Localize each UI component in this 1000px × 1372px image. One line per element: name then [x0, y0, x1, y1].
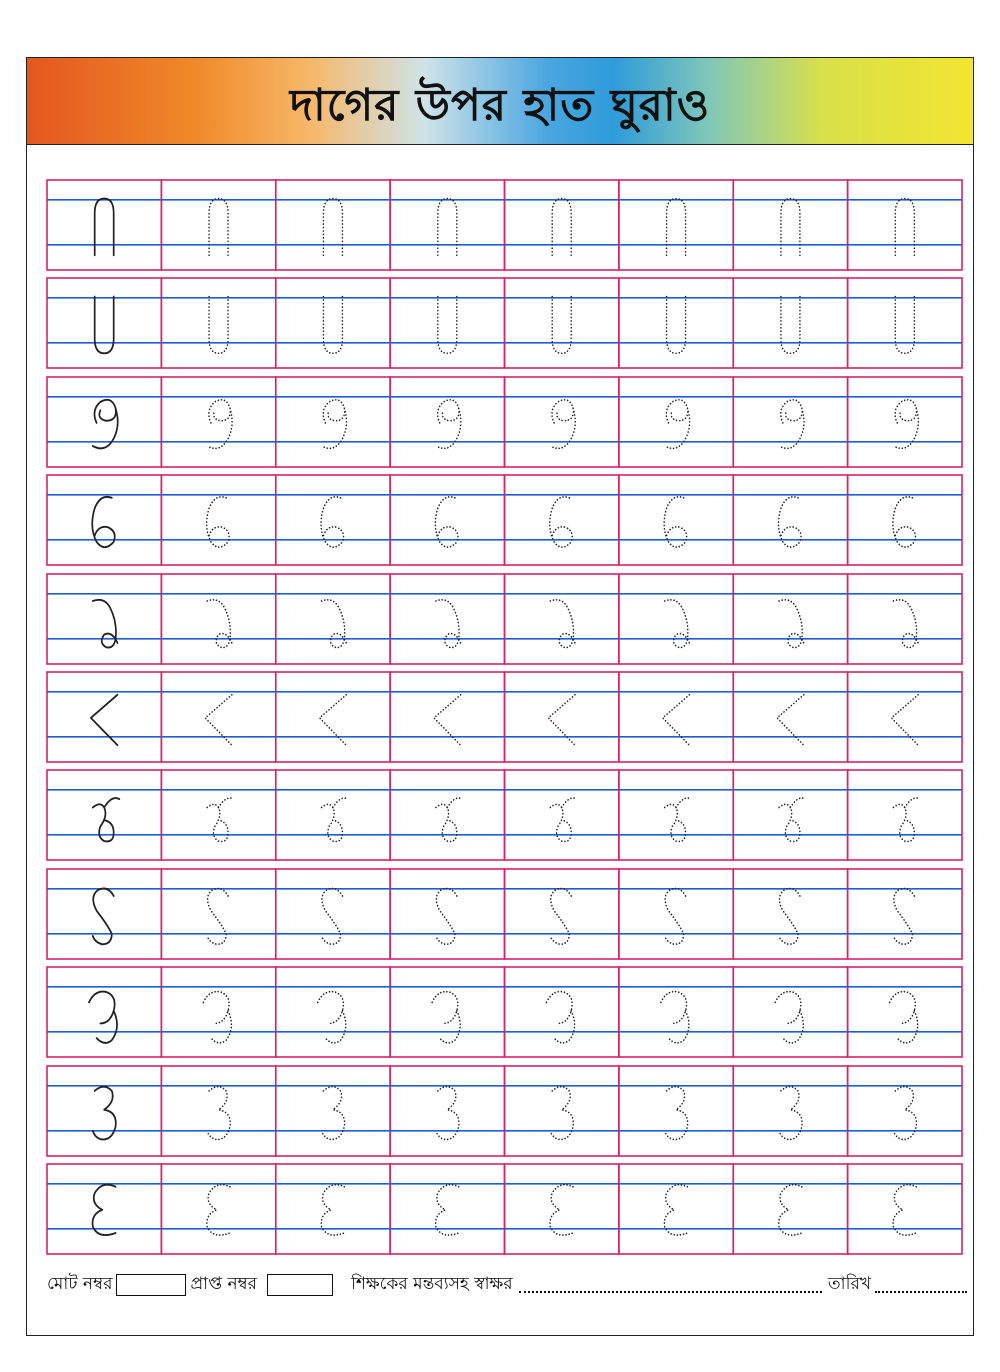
- cell-border: [276, 475, 390, 565]
- dotted-glyph: [664, 1185, 687, 1235]
- cell-border: [161, 1164, 275, 1254]
- dotted-glyph: [665, 599, 690, 647]
- tracing-row: [45, 768, 964, 862]
- model-glyph: [93, 888, 114, 944]
- trace-cell[interactable]: [276, 574, 390, 664]
- trace-cell[interactable]: [619, 770, 733, 860]
- dotted-glyph: [893, 888, 914, 944]
- cell-border: [619, 869, 733, 959]
- cell-border: [276, 770, 390, 860]
- trace-cell[interactable]: [161, 770, 275, 860]
- cell-border: [733, 475, 847, 565]
- dotted-glyph: [781, 199, 800, 256]
- trace-cell[interactable]: [161, 1066, 275, 1156]
- total-marks-box[interactable]: [116, 1274, 186, 1296]
- cell-border: [848, 180, 962, 270]
- trace-cell[interactable]: [161, 278, 275, 368]
- cell-border: [848, 377, 962, 467]
- trace-cell[interactable]: [619, 278, 733, 368]
- cell-border: [390, 278, 504, 368]
- dotted-glyph: [438, 297, 457, 354]
- dotted-glyph: [320, 695, 347, 745]
- trace-cell[interactable]: [619, 869, 733, 959]
- dotted-glyph: [665, 888, 686, 944]
- dotted-glyph: [207, 888, 228, 944]
- dotted-glyph: [552, 297, 571, 354]
- model-cell: [47, 1066, 161, 1156]
- cell-border: [848, 672, 962, 762]
- trace-cell[interactable]: [390, 1164, 504, 1254]
- model-glyph: [91, 695, 118, 745]
- cell-border: [47, 180, 161, 270]
- trace-cell[interactable]: [505, 869, 619, 959]
- cell-border: [47, 1164, 161, 1254]
- dotted-glyph: [209, 199, 228, 256]
- total-marks-label: মোট নম্বর: [47, 1274, 113, 1294]
- dotted-glyph: [546, 992, 574, 1043]
- cell-border: [161, 574, 275, 664]
- cell-border: [276, 967, 390, 1057]
- trace-cell[interactable]: [276, 475, 390, 565]
- date-label: তারিখ: [827, 1274, 871, 1294]
- cell-border: [619, 475, 733, 565]
- cell-border: [733, 180, 847, 270]
- dotted-glyph: [322, 888, 343, 944]
- trace-cell[interactable]: [848, 180, 962, 270]
- cell-border: [733, 1066, 847, 1156]
- trace-cell[interactable]: [276, 1066, 390, 1156]
- dotted-glyph: [663, 695, 690, 745]
- trace-cell[interactable]: [161, 475, 275, 565]
- model-glyph: [93, 599, 118, 647]
- dotted-glyph: [892, 695, 919, 745]
- trace-cell[interactable]: [276, 1164, 390, 1254]
- tracing-row: [45, 375, 964, 469]
- tracing-row: [45, 1064, 964, 1158]
- cell-border: [47, 1066, 161, 1156]
- trace-cell[interactable]: [161, 574, 275, 664]
- cell-border: [161, 770, 275, 860]
- dotted-glyph: [895, 297, 914, 354]
- cell-border: [733, 967, 847, 1057]
- cell-border: [848, 278, 962, 368]
- worksheet-sheet: [26, 57, 974, 1336]
- cell-border: [505, 770, 619, 860]
- trace-cell[interactable]: [390, 278, 504, 368]
- dotted-glyph: [205, 695, 232, 745]
- cell-border: [505, 377, 619, 467]
- trace-cell[interactable]: [619, 1164, 733, 1254]
- trace-cell[interactable]: [276, 770, 390, 860]
- cell-border: [619, 377, 733, 467]
- model-cell: [47, 574, 161, 664]
- model-glyph: [95, 199, 114, 256]
- trace-cell[interactable]: [390, 967, 504, 1057]
- trace-cell[interactable]: [733, 1066, 847, 1156]
- cell-border: [47, 475, 161, 565]
- dotted-glyph: [548, 695, 575, 745]
- cell-border: [161, 180, 275, 270]
- cell-border: [390, 475, 504, 565]
- trace-cell[interactable]: [161, 180, 275, 270]
- obtained-marks-label: প্রাপ্ত নম্বর: [190, 1274, 257, 1294]
- dotted-glyph: [207, 1185, 230, 1235]
- trace-cell[interactable]: [390, 475, 504, 565]
- cell-border: [390, 869, 504, 959]
- trace-cell[interactable]: [505, 1164, 619, 1254]
- trace-cell[interactable]: [733, 475, 847, 565]
- tracing-row: [45, 1162, 964, 1256]
- cell-border: [161, 1066, 275, 1156]
- cell-border: [276, 278, 390, 368]
- dotted-glyph: [667, 199, 686, 256]
- cell-border: [161, 672, 275, 762]
- cell-border: [619, 672, 733, 762]
- trace-cell[interactable]: [161, 377, 275, 467]
- dotted-glyph: [209, 297, 228, 354]
- dotted-glyph: [895, 199, 914, 256]
- trace-cell[interactable]: [733, 1164, 847, 1254]
- dotted-glyph: [550, 599, 575, 647]
- cell-border: [390, 672, 504, 762]
- cell-border: [848, 574, 962, 664]
- trace-cell[interactable]: [848, 869, 962, 959]
- trace-cell[interactable]: [505, 672, 619, 762]
- cell-border: [733, 574, 847, 664]
- trace-cell[interactable]: [848, 574, 962, 664]
- trace-cell[interactable]: [276, 377, 390, 467]
- cell-border: [161, 869, 275, 959]
- trace-cell[interactable]: [733, 574, 847, 664]
- signature-line[interactable]: [519, 1277, 822, 1293]
- dotted-glyph: [323, 297, 342, 354]
- dotted-glyph: [436, 888, 457, 944]
- trace-cell[interactable]: [276, 672, 390, 762]
- trace-cell[interactable]: [848, 967, 962, 1057]
- cell-border: [733, 869, 847, 959]
- trace-cell[interactable]: [505, 770, 619, 860]
- footer: [47, 1270, 967, 1300]
- cell-border: [47, 672, 161, 762]
- trace-cell[interactable]: [619, 377, 733, 467]
- cell-border: [47, 770, 161, 860]
- cell-border: [733, 1164, 847, 1254]
- trace-cell[interactable]: [733, 770, 847, 860]
- model-cell: [47, 672, 161, 762]
- dotted-glyph: [893, 1185, 916, 1235]
- dotted-glyph: [550, 1185, 573, 1235]
- trace-cell[interactable]: [733, 278, 847, 368]
- cell-border: [276, 377, 390, 467]
- dotted-glyph: [207, 599, 232, 647]
- tracing-row: [45, 276, 964, 370]
- teacher-signature-label: শিক্ষকের মন্তব্যসহ স্বাক্ষর: [350, 1274, 513, 1294]
- tracing-row: [45, 473, 964, 567]
- cell-border: [619, 180, 733, 270]
- obtained-marks-box[interactable]: [267, 1274, 333, 1296]
- cell-border: [848, 1066, 962, 1156]
- tracing-row: [45, 867, 964, 961]
- cell-border: [390, 574, 504, 664]
- tracing-row: [45, 965, 964, 1059]
- trace-cell[interactable]: [505, 967, 619, 1057]
- model-cell: [47, 278, 161, 368]
- cell-border: [505, 278, 619, 368]
- model-cell: [47, 770, 161, 860]
- cell-border: [47, 869, 161, 959]
- cell-border: [161, 278, 275, 368]
- cell-border: [848, 869, 962, 959]
- dotted-glyph: [550, 888, 571, 944]
- dotted-glyph: [552, 199, 571, 256]
- cell-border: [47, 278, 161, 368]
- trace-cell[interactable]: [733, 869, 847, 959]
- cell-border: [161, 377, 275, 467]
- dotted-glyph: [775, 992, 803, 1043]
- cell-border: [276, 574, 390, 664]
- trace-cell[interactable]: [161, 967, 275, 1057]
- model-glyph: [95, 297, 114, 354]
- dotted-glyph: [777, 695, 804, 745]
- trace-cell[interactable]: [276, 967, 390, 1057]
- cell-border: [848, 967, 962, 1057]
- cell-border: [390, 967, 504, 1057]
- model-cell: [47, 180, 161, 270]
- trace-cell[interactable]: [390, 672, 504, 762]
- tracing-row: [45, 178, 964, 272]
- model-cell: [47, 967, 161, 1057]
- trace-cell[interactable]: [276, 278, 390, 368]
- trace-cell[interactable]: [390, 180, 504, 270]
- model-glyph: [89, 992, 117, 1043]
- model-cell: [47, 475, 161, 565]
- cell-border: [505, 869, 619, 959]
- model-cell: [47, 869, 161, 959]
- cell-border: [848, 475, 962, 565]
- cell-border: [619, 278, 733, 368]
- worksheet-title: দাগের উপর হাত ঘুরাও: [289, 80, 711, 131]
- trace-cell[interactable]: [505, 574, 619, 664]
- dotted-glyph: [779, 599, 804, 647]
- model-cell: [47, 377, 161, 467]
- cell-border: [47, 574, 161, 664]
- cell-border: [848, 770, 962, 860]
- cell-border: [390, 377, 504, 467]
- cell-border: [505, 574, 619, 664]
- trace-cell[interactable]: [505, 377, 619, 467]
- cell-border: [47, 377, 161, 467]
- trace-cell[interactable]: [619, 967, 733, 1057]
- cell-border: [619, 574, 733, 664]
- cell-border: [276, 1066, 390, 1156]
- cell-border: [505, 672, 619, 762]
- cell-border: [161, 967, 275, 1057]
- trace-cell[interactable]: [848, 1066, 962, 1156]
- trace-cell[interactable]: [619, 672, 733, 762]
- trace-cell[interactable]: [848, 377, 962, 467]
- dotted-glyph: [322, 599, 347, 647]
- trace-cell[interactable]: [276, 869, 390, 959]
- trace-cell[interactable]: [848, 475, 962, 565]
- trace-cell[interactable]: [505, 278, 619, 368]
- cell-border: [619, 967, 733, 1057]
- tracing-grid: [27, 58, 973, 1335]
- model-glyph: [93, 1185, 116, 1235]
- trace-cell[interactable]: [390, 869, 504, 959]
- trace-cell[interactable]: [161, 1164, 275, 1254]
- date-line[interactable]: [875, 1277, 967, 1293]
- trace-cell[interactable]: [733, 672, 847, 762]
- cell-border: [505, 1066, 619, 1156]
- trace-cell[interactable]: [848, 278, 962, 368]
- trace-cell[interactable]: [619, 180, 733, 270]
- dotted-glyph: [779, 888, 800, 944]
- trace-cell[interactable]: [390, 770, 504, 860]
- cell-border: [390, 180, 504, 270]
- trace-cell[interactable]: [161, 672, 275, 762]
- cell-border: [161, 475, 275, 565]
- trace-cell[interactable]: [390, 377, 504, 467]
- cell-border: [276, 869, 390, 959]
- dotted-glyph: [661, 992, 689, 1043]
- trace-cell[interactable]: [619, 574, 733, 664]
- trace-cell[interactable]: [848, 770, 962, 860]
- trace-cell[interactable]: [733, 180, 847, 270]
- cell-border: [505, 475, 619, 565]
- trace-cell[interactable]: [733, 967, 847, 1057]
- cell-border: [619, 1066, 733, 1156]
- trace-cell[interactable]: [619, 475, 733, 565]
- cell-border: [733, 672, 847, 762]
- trace-cell[interactable]: [505, 1066, 619, 1156]
- cell-border: [505, 180, 619, 270]
- trace-cell[interactable]: [505, 475, 619, 565]
- tracing-row: [45, 670, 964, 764]
- trace-cell[interactable]: [733, 377, 847, 467]
- dotted-glyph: [323, 199, 342, 256]
- cell-border: [390, 770, 504, 860]
- dotted-glyph: [893, 599, 918, 647]
- dotted-glyph: [436, 1185, 459, 1235]
- cell-border: [276, 180, 390, 270]
- trace-cell[interactable]: [390, 574, 504, 664]
- trace-cell[interactable]: [276, 180, 390, 270]
- cell-border: [276, 1164, 390, 1254]
- cell-border: [505, 967, 619, 1057]
- cell-border: [733, 377, 847, 467]
- dotted-glyph: [779, 1185, 802, 1235]
- cell-border: [733, 770, 847, 860]
- trace-cell[interactable]: [390, 1066, 504, 1156]
- dotted-glyph: [203, 992, 231, 1043]
- dotted-glyph: [781, 297, 800, 354]
- dotted-glyph: [436, 599, 461, 647]
- cell-border: [733, 278, 847, 368]
- cell-border: [848, 1164, 962, 1254]
- cell-border: [619, 770, 733, 860]
- dotted-glyph: [890, 992, 918, 1043]
- dotted-glyph: [667, 297, 686, 354]
- cell-border: [505, 1164, 619, 1254]
- cell-border: [276, 672, 390, 762]
- trace-cell[interactable]: [505, 180, 619, 270]
- model-cell: [47, 1164, 161, 1254]
- trace-cell[interactable]: [848, 1164, 962, 1254]
- dotted-glyph: [438, 199, 457, 256]
- trace-cell[interactable]: [848, 672, 962, 762]
- tracing-row: [45, 572, 964, 666]
- dotted-glyph: [432, 992, 460, 1043]
- cell-border: [619, 1164, 733, 1254]
- dotted-glyph: [318, 992, 346, 1043]
- cell-border: [390, 1066, 504, 1156]
- cell-border: [390, 1164, 504, 1254]
- dotted-glyph: [434, 695, 461, 745]
- trace-cell[interactable]: [619, 1066, 733, 1156]
- trace-cell[interactable]: [161, 869, 275, 959]
- dotted-glyph: [321, 1185, 344, 1235]
